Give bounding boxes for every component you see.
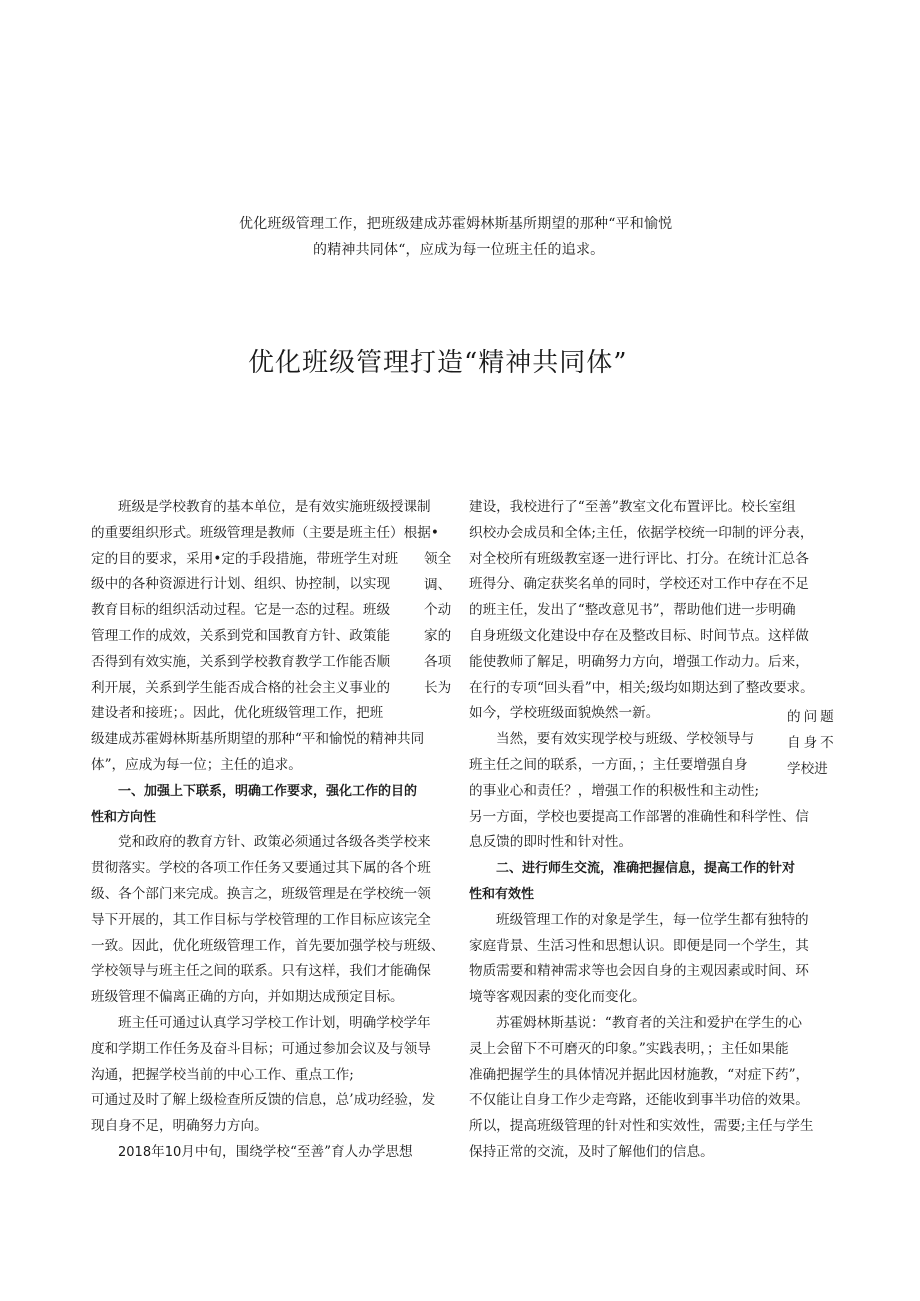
epigraph-line-1: 优化班级管理工作，把班级建成苏霍姆林斯基所期望的那种“平和愉悦 — [239, 216, 673, 232]
side-fragment: 领全 — [424, 551, 452, 567]
paragraph-line: 建设，我校进行了“至善”教室文化布置评比。校长室组 — [469, 499, 796, 515]
paragraph-line: 可通过及时了解上级检查所反馈的信息，总’成功经验，发 — [91, 1092, 436, 1109]
heading-text: 性和方向性 — [91, 809, 157, 825]
paragraph-line: 现自身不足，明确努力方向。 — [91, 1118, 268, 1135]
paragraph-line: 班得分、确定获奖名单的同时，学校还对工作中存在不足 — [469, 576, 809, 593]
heading-text: 一、加强上下联系，明确工作要求，强化工作的目的 — [118, 783, 418, 799]
side-fragment: 长为 — [424, 680, 452, 696]
right-column — [469, 495, 850, 1166]
side-fragment: 学校进 — [787, 761, 828, 777]
side-fragment: 调、 — [424, 577, 452, 593]
page-title: 优化班级管理打造“精神共同体” — [248, 348, 628, 378]
paragraph-line: 织校办会成员和全体;主任，依据学校统一印制的评分表， — [469, 524, 814, 541]
side-fragment: 家的 — [424, 628, 452, 644]
paragraph-line: 另一方面，学校也要提高工作部署的准确性和科学性、信 — [469, 808, 809, 825]
paragraph-line: 苏霍姆林斯基说：“教育者的关注和爱护在学生的心 — [496, 1014, 803, 1031]
year-number: 2018 — [118, 1144, 152, 1160]
paragraph-line: 的重要组织形式。班级管理是教师（主要是班主任）根据• — [91, 524, 439, 541]
paragraph-line: 班主任之间的联系，一方面，；主任要增强自身 — [469, 756, 748, 773]
paragraph-line: 在行的专项“回头看”中，相关;级均如期达到了整改要求。 — [469, 679, 814, 696]
paragraph-line: 不仅能让自身工作少走弯路，还能收到事半功倍的效果。 — [469, 1092, 809, 1109]
paragraph-line: 一致。因此，优化班级管理工作，首先要加强学校与班级、 — [91, 937, 445, 954]
paragraph-line: 建设者和接班；。因此，优化班级管理工作，把班 — [91, 705, 384, 722]
paragraph-line: 级、各个部门来完成。换言之，班级管理是在学校统一领 — [91, 885, 431, 902]
paragraph-line: 沟通，把握学校当前的中心工作、重点工作; — [91, 1066, 354, 1083]
paragraph-line: 班级管理工作的对象是学生，每一位学生都有独特的 — [496, 911, 809, 928]
paragraph-line: 如今，学校班级面貌焕然一新。 — [469, 705, 660, 722]
paragraph-line: 自身班级文化建设中存在及整改目标、时间节点。这样做 — [469, 627, 809, 644]
paragraph-line: 所以，提高班级管理的针对性和实效性，需要;主任与学生 — [469, 1118, 814, 1135]
left-column — [91, 495, 465, 1166]
paragraph-line: 家庭背景、生活习性和思想认识。即便是同一个学生，其 — [469, 937, 809, 954]
heading-text: 性和有效性 — [469, 886, 535, 902]
paragraph-line: 教育目标的组织活动过程。它是一态的过程。班级 — [91, 602, 391, 619]
paragraph-line: 管理工作的成效，关系到党和国教育方针、政策能 — [91, 627, 391, 644]
section-heading-1 — [91, 779, 465, 805]
paragraph-line: 班级是学校教育的基本单位，是有效实施班级授课制 — [118, 499, 431, 515]
section-heading-2 — [469, 856, 850, 882]
paragraph-line: 保持正常的交流，及时了解他们的信息。 — [469, 1143, 714, 1160]
paragraph-line: 物质需要和精神需求等也会因自身的主观因素或时间、环 — [469, 963, 809, 980]
paragraph-line: 对全校所有班级教室逐一进行评比、打分。在统计汇总各 — [469, 550, 809, 567]
paragraph-line: 的班主任，发出了“整改意见书”，帮助他们进一步明确 — [469, 602, 796, 619]
section-heading-1-cont — [91, 805, 465, 831]
side-fragment: 各项 — [424, 654, 452, 670]
paragraph-line: 境等客观因素的变化而变化。 — [469, 989, 646, 1006]
paragraph-line: 贯彻落实。学校的各项工作任务又要通过其下属的各个班 — [91, 860, 431, 877]
paragraph-line: 灵上会留下不可磨灭的印象。”实践表明，；主任如果能 — [469, 1040, 789, 1057]
paragraph-line: 当然，要有效实现学校与班级、学校领导与 — [496, 731, 755, 748]
paragraph-line: 体”，应成为每一位；主任的追求。 — [91, 756, 302, 773]
paragraph-line: 准确把握学生的具体情况并据此因材施教，“对症下药”， — [469, 1066, 810, 1083]
side-fragment: 个动 — [424, 602, 452, 618]
paragraph-line: 导下开展的，其工作目标与学校管理的工作目标应该完全 — [91, 911, 431, 928]
paragraph-text: 月中旬，围绕学校“至善”育人办学思想 — [181, 1143, 413, 1160]
paragraph-line: 党和政府的教育方针、政策必须通过各级各类学校来 — [118, 834, 431, 851]
heading-text: 二、进行师生交流，准确把握信息，提高工作的针对 — [496, 861, 796, 877]
paragraph-line: 能使教师了解足，明确努力方向，增强工作动力。后来， — [469, 653, 809, 670]
paragraph-line: 学校领导与班主任之间的联系。只有这样，我们才能确保 — [91, 963, 431, 980]
paragraph-line — [91, 1140, 465, 1166]
paragraph-line: 班主任可通过认真学习学校工作计划，明确学校学年 — [118, 1014, 431, 1031]
year-unit: 年 — [151, 1143, 165, 1160]
paragraph-line: 否得到有效实施，关系到学校教育教学工作能否顺 — [91, 653, 391, 670]
section-heading-2-cont — [469, 882, 850, 908]
paragraph-line: 度和学期工作任务及奋斗目标；可通过参加会议及与领导 — [91, 1040, 431, 1057]
epigraph-line-2: 的精神共同体“，应成为每一位班主任的追求。 — [313, 242, 605, 258]
month-number: 10 — [164, 1144, 182, 1160]
side-fragment: 自身不 — [787, 735, 837, 751]
paragraph-line: 级建成苏霍姆林斯基所期望的那种“平和愉悦的精神共同 — [91, 731, 425, 748]
paragraph-line: 班级管理不偏离正确的方向，并如期达成预定目标。 — [91, 989, 404, 1006]
paragraph-line: 定的目的要求，采用•定的手段措施，带班学生对班 — [91, 550, 399, 567]
paragraph-line: 级中的各种资源进行计划、组织、协控制，以实现 — [91, 576, 391, 593]
paragraph-line: 息反馈的即时性和针对性。 — [469, 834, 633, 851]
side-fragment: 的问题 — [787, 709, 837, 725]
paragraph-line: 的事业心和责任？，增强工作的积极性和主动性; — [469, 782, 760, 799]
paragraph-line: 利开展，关系到学生能否成合格的社会主义事业的 — [91, 679, 391, 696]
